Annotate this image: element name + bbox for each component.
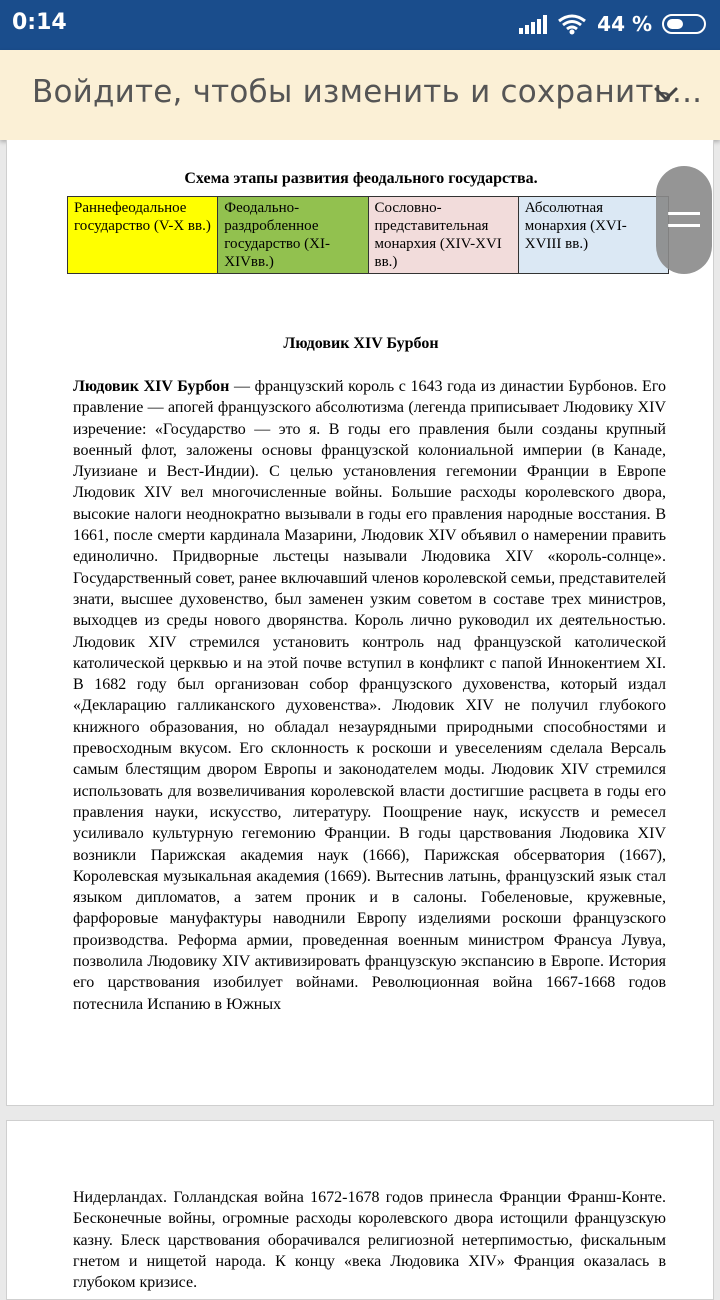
section-heading: Людовик XIV Бурбон <box>283 335 439 352</box>
cell-signal-icon <box>519 14 547 34</box>
stage-cell: Сословно-представительная монархия (XIV-XVI вв.) <box>368 197 518 274</box>
paragraph-text: — французский король с 1643 года из династии Бурбонов. Его правление — апогей французского абсолютизма (легенда приписывает Людовику XIV изречение: «Государство — это я. В годы его правления были созданы крупный военный флот, заложены основы французской колониальной империи (в Канаде, Луизиане и Вест-Индии). С целью установления гегемонии Франции в Европе Людовик XIV вел многочисленные войны. Большие расходы королевского двора, высокие налоги неоднократно вызывали в годы его правления народные восстания. В 1661, после смерти кардинала Мазарини, Людовик XIV объявил о намерении править единолично. Придворные льстецы называли Людовика XIV «король-солнце». Государственный совет, ранее включавший членов королевской семьи, представителей знати, высшее духовенство, был заменен узким советом в составе трех министров, выходцев из среды нового дворянства. Король лично руководил их деятельностью. Людовик XIV стремился установить контроль над французской католической католической церквью и на этой почве вступил в конфликт с папой Иннокентием XI. В 1682 году был организован собор французского духовенства, который издал «Декларацию галликанского духовенства». Людовик XIV не получил глубокого книжного образования, но обладал незаурядными природными способностями и превосходным вкусом. Его склонность к роскоши и увеселениям сделала Версаль самым блестящим двором Европы и законодателем моды. Людовик XIV стремился использовать для возвеличивания королевской власти достигшие расцвета в годы его правления науки, искусство, литературу. Поощрение наук, искусств и ремесел усиливало культурную гегемонию Франции. В годы царствования Людовика XIV возникли Парижская академия наук (1666), Парижская обсерватория (1667), Королевская музыкальная академия (1669). Вытеснив латынь, французский язык стал языком дипломатов, а затем проник и в салоны. Гобеленовые, кружевные, фарфоровые мануфактуры наводнили Европу изделиями роскоши французского производства. Реформа армии, проведенная военным министром Франсуа Лувуа, позволила Людовику XIV активизировать французскую экспансию в Европе. История его царствования изобилует войнами. Революционная война 1667-1668 годов потеснила Испанию в Южных <box>73 378 666 1013</box>
status-bar <box>0 0 720 50</box>
wifi-icon <box>557 13 587 35</box>
signin-prompt[interactable]: Войдите, чтобы изменить и сохранить... <box>32 74 703 110</box>
signin-banner[interactable] <box>0 50 720 140</box>
stage-cell: Абсолютная монархия (XVI-XVIII вв.) <box>518 197 668 274</box>
body-paragraph <box>73 376 666 1046</box>
document-page <box>6 1120 714 1300</box>
document-page <box>6 140 714 1106</box>
stage-cell: Раннефеодальное государство (V-X вв.) <box>68 197 218 274</box>
battery-percent: 44 % <box>597 12 652 36</box>
lead-bold: Людовик XIV Бурбон <box>73 378 230 395</box>
fast-scroll-handle[interactable] <box>656 166 712 274</box>
chevron-down-icon[interactable] <box>652 80 680 108</box>
battery-icon <box>662 14 706 34</box>
scheme-title: Схема этапы развития феодального государства. <box>184 170 538 187</box>
stage-cell: Феодально-раздробленное государство (XI-XIVвв.) <box>218 197 368 274</box>
stages-table <box>67 196 669 274</box>
status-time: 0:14 <box>12 10 67 35</box>
body-paragraph: Нидерландах. Голландская война 1672-1678 годов принесла Франции Франш-Конте. Бесконечные войны, огромные расходы королевского двора истощили французскую казну. Блеск царствования оборачивался религиозной нетерпимостью, фискальным гнетом и нищетой народа. К концу «века Людовика XIV» Франция оказалась в глубоком кризисе. <box>73 1189 666 1292</box>
